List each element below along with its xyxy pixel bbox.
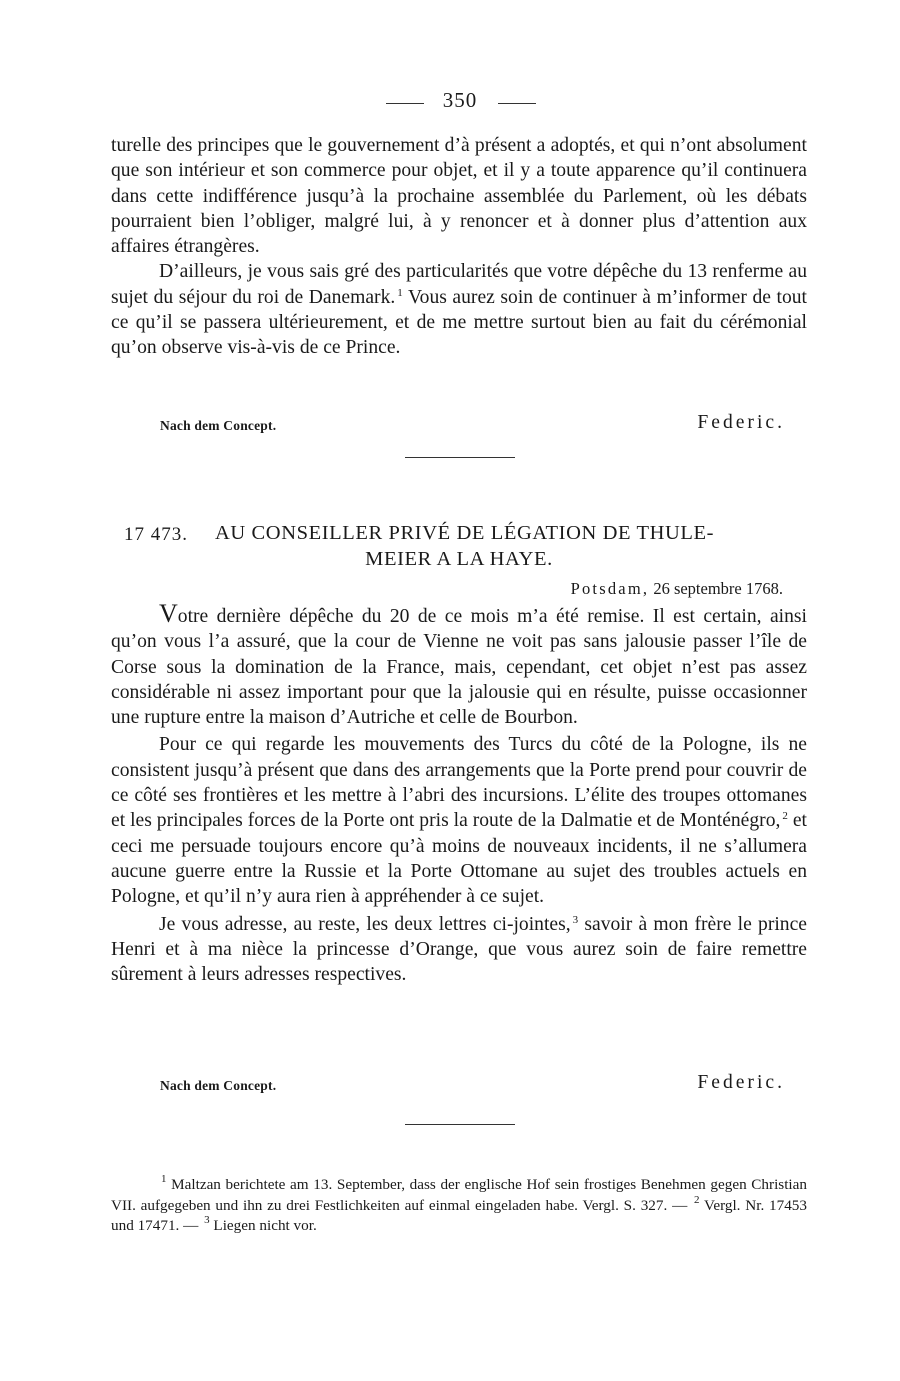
letter2-closing [111, 1072, 785, 1096]
footnote-mark-3: 3 [204, 1214, 210, 1226]
footnote-mark-1: 1 [161, 1173, 167, 1185]
letter2-p1-text: otre dernière dépêche du 20 de ce mois m’a été remise. Il est certain, ainsi qu’on vous l’a assuré, que la cour de Vienne ne voit pas sans jalousie passer l’île de Corse sous la domination de la France, mais, cependant, cet objet n’est pas assez considérable ni assez important pour que la jalousie qui en résulte, puisse occasionner une rupture entre la maison d’Autriche et celle de Bourbon. [111, 606, 807, 729]
footnote-2-text: Vergl. Nr. 17453 und 17471. — [111, 1196, 807, 1234]
letter1-p2-text-a: D’ailleurs, je vous sais gré des particularités que votre dépêche du 13 renferme au sujet du séjour du roi de Danemark. [111, 261, 807, 308]
footnote-1-text: Maltzan berichtete am 13. September, dass der englische Hof sein frostiges Benehmen gegen Christian VII. aufgegeben und ihn zu drei Festlichkeiten auf einmal eingeladen habe. Vergl. S. 327. — [111, 1176, 807, 1214]
letter2-p3-text-a: Je vous adresse, au reste, les deux lettres ci-jointes, [159, 913, 571, 935]
letter2-dateline [571, 579, 783, 599]
footnote-ref-1: 1 [397, 286, 403, 299]
letter2-number: 17 473. [124, 524, 188, 545]
letter2-paragraph-1 [111, 599, 807, 730]
footnote-block [111, 1175, 807, 1237]
letter1-paragraph-1: turelle des principes que le gouvernement d’à présent a adoptés, et qui n’ont absolument que son intérieur et son commerce pour objet, et il y a toute apparence qu’il continuera dans cette indifférence jusqu’à la prochaine assemblée du Parlement, où les débats pourraient bien l’obliger, malgré lui, à y renoncer et à donner plus d’attention aux affaires étrangères. [111, 135, 807, 258]
header-rule-left [386, 103, 424, 104]
letter1-closing [111, 412, 785, 436]
letter2-p2-text-b: et ceci me persuade toujours encore qu’à moins de nouveaux incidents, il ne s’allumera aucune guerre entre la Russie et la Porte Ottomane au sujet des troubles actuels en Pologne, et qu’il n’y aura rien à appréhender à ce sujet. [111, 810, 807, 908]
letter2-paragraph-3 [111, 912, 807, 988]
letter1-signature: Federic. [697, 412, 785, 433]
letter2-body [111, 599, 807, 987]
letter2-source-note: Nach dem Concept. [160, 1078, 277, 1093]
section-separator-2 [405, 1124, 515, 1125]
letter1-body [111, 133, 807, 361]
letter2-signature: Federic. [697, 1072, 785, 1093]
header-rule-right [498, 103, 536, 104]
footnote-mark-2: 2 [694, 1193, 700, 1206]
footnote-3-text: Liegen nicht vor. [209, 1217, 317, 1234]
letter2-date: 26 septembre 1768. [649, 579, 783, 598]
footnote-ref-3: 3 [572, 913, 579, 926]
page-header [0, 88, 900, 120]
letter2-p3-text-b: savoir à mon frère le prince Henri et à ma nièce la princesse d’Orange, que vous aurez soin de faire remettre sûrement à leurs adresses respectives. [111, 913, 807, 986]
footnote-ref-2: 2 [782, 810, 788, 823]
letter2-heading-line-1: AU CONSEILLER PRIVÉ DE LÉGATION DE THULE- [215, 522, 715, 544]
letter2-initial: V [159, 599, 178, 628]
letter1-p2-text-b: Vous aurez soin de continuer à m’informer de tout ce qu’il se passera ultérieurement, et de me mettre surtout bien au fait du cérémonial qu’on observe vis-à-vis de ce Prince. [111, 286, 808, 359]
letter2-paragraph-2 [111, 732, 807, 909]
page-number: 350 [442, 88, 478, 112]
letter2-p2-text-a: Pour ce qui regarde les mouvements des Turcs du côté de la Pologne, ils ne consistent jusqu’à présent que dans des arrangements que la Porte prend pour couvrir de ce côté ses frontières et les mettre à l’abri des incursions. L’élite des troupes ottomanes et les principales forces de la Porte ont pris la route de la Dalmatie et de Monténégro, [111, 734, 807, 832]
letter2-heading-line-2: MEIER A LA HAYE. [365, 548, 553, 570]
letter1-source-note: Nach dem Concept. [160, 418, 277, 433]
letter1-paragraph-2 [111, 259, 807, 360]
section-separator-1 [405, 457, 515, 458]
letter2-date-place: Potsdam, [570, 579, 650, 598]
footnotes [111, 1175, 807, 1237]
